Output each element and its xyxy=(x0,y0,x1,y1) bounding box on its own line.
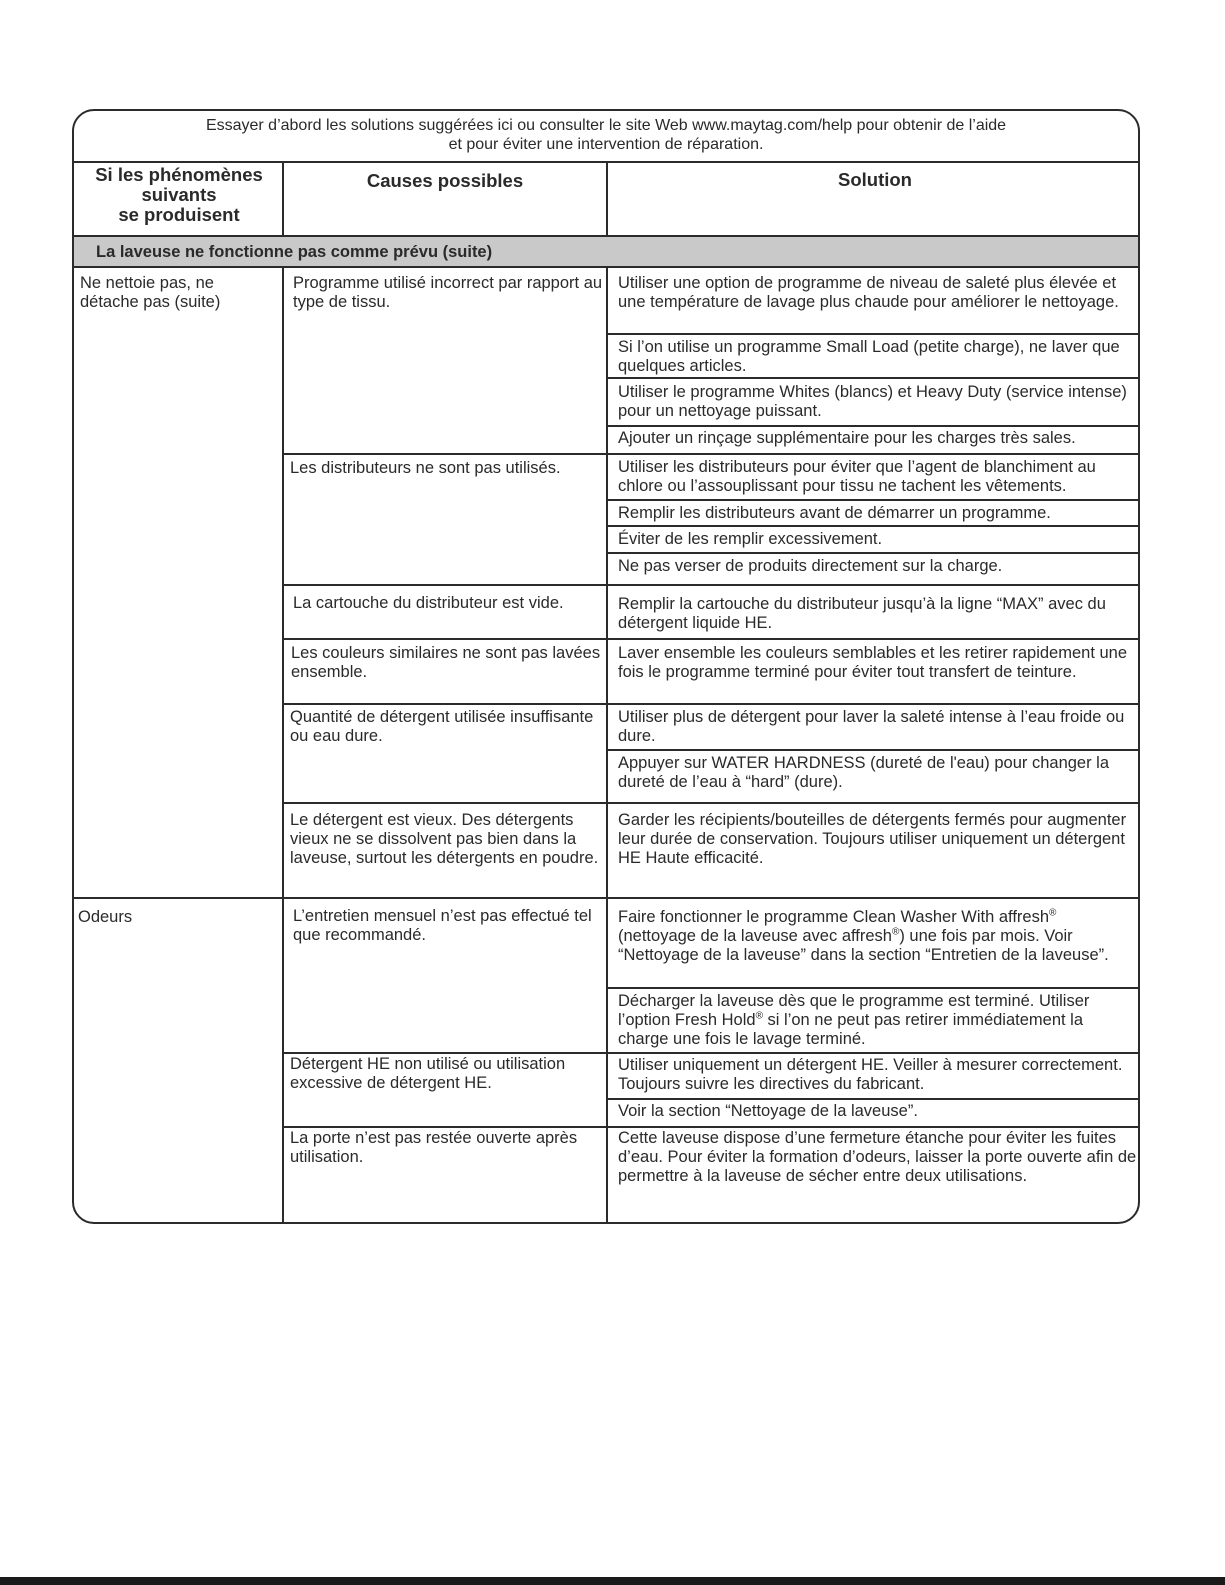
solution-water-hardness: Appuyer sur WATER HARDNESS (dureté de l'eau) pour changer la dureté de l’eau à “hard” (dure). xyxy=(618,754,1110,791)
cause-he-detergent: Détergent HE non utilisé ou utilisation excessive de détergent HE. xyxy=(290,1055,566,1092)
troubleshooting-table xyxy=(72,109,1140,1224)
solution-soil-level: Utiliser une option de programme de niveau de saleté plus élevée et une température de lavage plus chaude pour améliorer le nettoyage. xyxy=(618,274,1119,311)
divider xyxy=(284,802,1140,804)
intro-text xyxy=(74,111,1138,163)
solution-see-cleaning: Voir la section “Nettoyage de la laveuse”. xyxy=(618,1102,918,1120)
cause-old-detergent: Le détergent est vieux. Des détergents vieux ne se dissolvent pas bien dans la laveuse, surtout les détergents en poudre. xyxy=(290,811,599,867)
divider xyxy=(284,453,1140,455)
solution-clean-washer-part-4: Voir “Nettoyage de la laveuse” dans la section “Entretien de la laveuse”. xyxy=(618,927,1109,964)
column-divider xyxy=(282,268,284,1224)
solution-whites-heavy-duty: Utiliser le programme Whites (blancs) et Heavy Duty (service intense) pour un nettoyage puissant. xyxy=(618,383,1127,420)
solution-unload-part-2: si l’on ne peut pas retirer immédiatement la charge une fois le lavage terminé. xyxy=(618,1011,1084,1048)
column-divider xyxy=(606,268,608,1224)
divider xyxy=(284,897,1140,899)
registered-mark: ® xyxy=(1049,907,1057,919)
header-causes: Causes possibles xyxy=(366,170,524,191)
registered-mark: ® xyxy=(755,1010,763,1022)
solution-leave-door-open: Cette laveuse dispose d’une fermeture étanche pour éviter les fuites d’eau. Pour éviter la formation d’odeurs, laisser la porte ouverte afin de permettre à la laveuse de sécher entre deux utilisations. xyxy=(618,1129,1137,1185)
section-title: La laveuse ne fonctionne pas comme prévu (suite) xyxy=(74,237,1138,267)
header-problem-line-3: se produisent xyxy=(118,204,240,225)
divider xyxy=(284,638,1140,640)
solution-extra-rinse: Ajouter un rinçage supplémentaire pour les charges très sales. xyxy=(618,429,1076,447)
solution-more-detergent: Utiliser plus de détergent pour laver la saleté intense à l’eau froide ou dure. xyxy=(618,708,1125,745)
column-divider xyxy=(606,161,608,235)
solution-fill-cartridge: Remplir la cartouche du distributeur jusqu’à la ligne “MAX” avec du détergent liquide HE. xyxy=(618,595,1106,632)
divider xyxy=(608,425,1140,427)
cause-colors-not-sorted: Les couleurs similaires ne sont pas lavées ensemble. xyxy=(291,644,601,681)
divider xyxy=(608,749,1140,751)
solution-small-load: Si l’on utilise un programme Small Load (petite charge), ne laver que quelques articles. xyxy=(618,338,1120,375)
header-solution: Solution xyxy=(838,169,912,190)
divider xyxy=(608,987,1140,989)
column-divider xyxy=(282,161,284,235)
solution-clean-washer-part-2: (nettoyage de la laveuse avec affresh xyxy=(618,927,892,945)
divider xyxy=(284,1052,1140,1054)
cause-door-closed: La porte n’est pas restée ouverte après utilisation. xyxy=(290,1129,578,1166)
cause-insufficient-detergent: Quantité de détergent utilisée insuffisante ou eau dure. xyxy=(290,708,594,745)
solution-keep-closed: Garder les récipients/bouteilles de détergents fermés pour augmenter leur durée de conservation. Toujours utiliser uniquement un détergent HE Haute efficacité. xyxy=(618,811,1127,867)
solution-unload-part-1: Décharger la laveuse dès que le programme est terminé. Utiliser l’option Fresh Hold xyxy=(618,992,1090,1029)
problem-odors: Odeurs xyxy=(78,908,133,926)
registered-mark: ® xyxy=(891,926,900,938)
divider xyxy=(284,1126,1140,1128)
solution-clean-washer-part-1: Faire fonctionner le programme Clean Washer With affresh xyxy=(618,908,1050,926)
divider xyxy=(608,377,1140,379)
divider xyxy=(74,897,284,899)
divider xyxy=(608,1098,1140,1100)
cause-monthly-maintenance: L’entretien mensuel n’est pas effectué tel que recommandé. xyxy=(293,907,592,944)
solution-sort-colors: Laver ensemble les couleurs semblables et les retirer rapidement une fois le programme terminé pour éviter tout transfert de teinture. xyxy=(618,644,1128,681)
cause-dispensers-unused: Les distributeurs ne sont pas utilisés. xyxy=(290,459,561,477)
solution-clean-washer xyxy=(618,908,1138,965)
divider xyxy=(608,552,1140,554)
intro-line-2: et pour éviter une intervention de réparation. xyxy=(448,136,764,153)
solution-avoid-overfill: Éviter de les remplir excessivement. xyxy=(618,530,883,548)
cause-wrong-program: Programme utilisé incorrect par rapport au type de tissu. xyxy=(293,274,603,311)
cause-cartridge-empty: La cartouche du distributeur est vide. xyxy=(293,594,564,612)
intro-line-1: Essayer d’abord les solutions suggérées ici ou consulter le site Web www.maytag.com/help pour obtenir de l’aide xyxy=(205,117,1007,134)
divider xyxy=(284,703,1140,705)
solution-use-he-only: Utiliser uniquement un détergent HE. Veiller à mesurer correctement. Toujours suivre les directives du fabricant. xyxy=(618,1056,1123,1093)
divider xyxy=(608,525,1140,527)
divider xyxy=(608,333,1140,335)
header-problem xyxy=(74,165,284,225)
solution-clean-washer-part-3: ) une fois par mois. xyxy=(899,927,1040,945)
header-problem-line-2: suivants xyxy=(141,184,217,205)
header-problem-line-1: Si les phénomènes xyxy=(95,164,263,185)
divider xyxy=(608,499,1140,501)
solution-unload-promptly xyxy=(618,992,1138,1049)
solution-no-direct-pour: Ne pas verser de produits directement sur la charge. xyxy=(618,557,1003,575)
divider xyxy=(284,584,1140,586)
page-bottom-rule xyxy=(0,1577,1225,1585)
solution-fill-dispensers: Remplir les distributeurs avant de démarrer un programme. xyxy=(618,504,1051,522)
problem-cleaning: Ne nettoie pas, ne détache pas (suite) xyxy=(80,274,221,311)
solution-use-dispensers: Utiliser les distributeurs pour éviter que l’agent de blanchiment au chlore ou l’assouplissant pour tissu ne tachent les vêtements. xyxy=(618,458,1096,495)
